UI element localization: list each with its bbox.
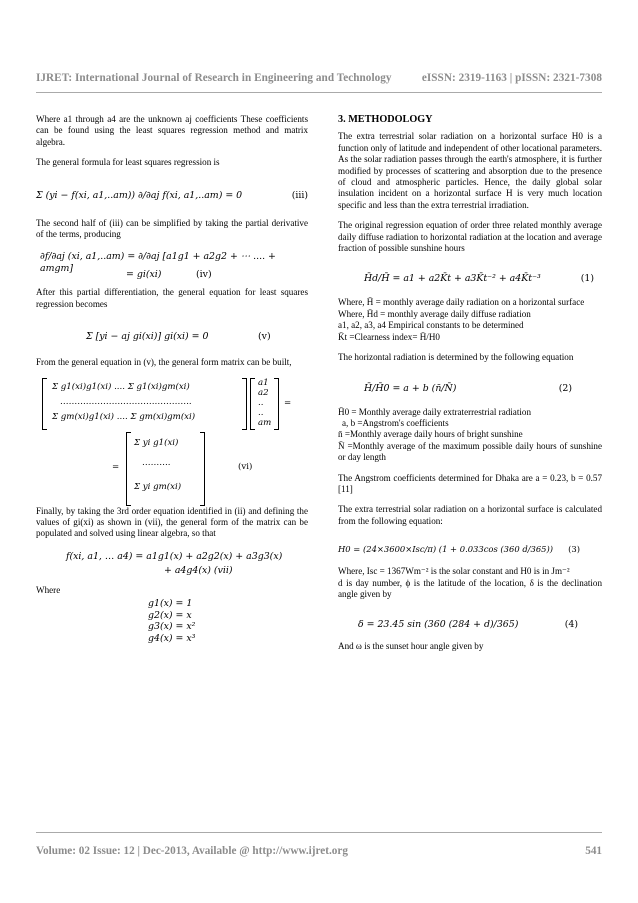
vector-right-bracket <box>274 378 279 430</box>
matrix-right-bracket <box>242 378 247 430</box>
def-N: N̄ =Monthly average of the maximum possible daily hours of sunshine or day length <box>338 440 602 463</box>
equation-vii-line2: + a4g4(x) (vii) <box>164 564 233 576</box>
rhs-left-bracket <box>126 432 131 506</box>
where-label: Where <box>36 584 61 595</box>
header-rule <box>36 92 602 93</box>
equation-1-number: (1) <box>580 273 594 285</box>
where-h: Where, H̄ = monthly average daily radiation on a horizontal surface <box>338 297 585 308</box>
equation-3 <box>338 536 602 566</box>
equation-2-number: (2) <box>558 382 572 394</box>
equation-1 <box>338 263 602 297</box>
equation-4-body: δ = 23.45 sin (360 (284 + d)/365) <box>358 619 519 631</box>
g3-def: g3(x) = x² <box>148 621 196 633</box>
equation-vii-line1: f(xi, a1, … a4) = a1g1(x) + a2g2(x) + a3g3(x) <box>66 550 283 562</box>
equation-vi-number: (vi) <box>238 461 253 472</box>
equation-iv-number: (iv) <box>196 269 212 281</box>
left-p2: The general formula for least squares regression is <box>36 157 220 168</box>
where-hd: Where, H̄d = monthly average daily diffuse radiation <box>338 308 531 319</box>
equation-3-number: (3) <box>568 544 580 555</box>
matrix-left-bracket <box>42 378 47 430</box>
equation-v-number: (v) <box>258 331 271 343</box>
rhs-right-bracket <box>200 432 205 506</box>
right-p4: The Angstrom coefficients determined for Dhaka are a = 0.23, b = 0.57 [11] <box>338 472 602 494</box>
left-p1: Where a1 through a4 are the unknown aj coefficients These coefficients can be found using the least squares regression method and matrix algebra. <box>36 114 308 147</box>
right-column <box>338 114 602 662</box>
equation-v-body: Σ [yi − aj gi(xi)] gi(xi) = 0 <box>86 331 209 343</box>
equation-v <box>36 319 308 357</box>
g2-def: g2(x) = x <box>148 609 192 621</box>
left-p6: Finally, by taking the 3rd order equation identified in (ii) and defining the values of gi(xi) as shown in (vii), the general form of the matrix can be populated and solved using linear algebra, so that <box>36 505 308 539</box>
matrix-row-1: Σ g1(xi)g1(xi) .... Σ g1(xi)gm(xi) <box>52 381 190 392</box>
rhs-row-m: Σ yi gm(xi) <box>134 481 182 492</box>
equation-iii-body: Σ (yi − f(xi, a1,..am)) ∂/∂aj f(xi, a1,..am) = 0 <box>36 189 243 201</box>
rhs-row-1: Σ yi g1(xi) <box>134 437 179 448</box>
left-p3: The second half of (iii) can be simplified by taking the partial derivative of the terms, producing <box>36 217 308 240</box>
where-coefficients: a1, a2, a3, a4 Empirical constants to be determined <box>338 320 524 331</box>
left-column <box>36 114 308 644</box>
right-p8: And ω is the sunset hour angle given by <box>338 641 484 652</box>
coefficient-vector: a1 a2 .. .. am <box>258 377 272 428</box>
right-p6: Where, Isc = 1367Wm⁻² is the solar constant and H0 is in Jm⁻² <box>338 566 570 577</box>
equation-3-body: H0 = (24×3600×Isc/π) (1 + 0.033cos (360 d/365)) <box>338 544 554 555</box>
section-heading: 3. METHODOLOGY <box>338 114 433 125</box>
vector-left-bracket <box>250 378 255 430</box>
equation-4-number: (4) <box>564 619 578 631</box>
issn: eISSN: 2319-1163 | pISSN: 2321-7308 <box>421 72 602 84</box>
matrix-row-m: Σ gm(xi)g1(xi) .... Σ gm(xi)gm(xi) <box>52 411 196 422</box>
equation-1-body: H̄d/H̄ = a1 + a2K̄t + a3K̄t⁻² + a4K̄t⁻³ <box>364 273 541 285</box>
def-h0: H̄0 = Monthly average daily extraterrestrial radiation <box>338 406 531 417</box>
equation-4 <box>338 609 602 641</box>
left-p5: From the general equation in (v), the general form matrix can be built, <box>36 357 292 368</box>
footer-volume: Volume: 02 Issue: 12 | Dec-2013, Available @ <box>36 845 253 857</box>
def-n: n̄ =Monthly average daily hours of bright sunshine <box>338 429 523 440</box>
rhs-row-dots: ………. <box>142 457 171 468</box>
page-number: 541 <box>585 845 602 857</box>
g1-def: g1(x) = 1 <box>148 598 193 610</box>
where-kt: K̄t =Clearness index= H̄/H0 <box>338 331 440 342</box>
left-p4: After this partial differentiation, the general equation for least squares regression becomes <box>36 287 308 309</box>
journal-title: IJRET: International Journal of Research in Engineering and Technology <box>36 72 392 84</box>
right-p1: The extra terrestrial solar radiation on a horizontal surface H0 is a function only of latitude and independent of other locational parameters. As the solar radiation passes through the earth's atmosphere, it is further modified by processes of scattering and absorption due to the presence of cloud and atmospheric particles. Hence, the daily global solar insulation incident on a horizontal surface H is very much location specific and less than the extra terrestrial irradiation. <box>338 131 602 210</box>
equation-vi-matrix <box>36 378 308 506</box>
footer-link[interactable]: http://www.ijret.org <box>252 845 348 857</box>
equation-iii-number: (iii) <box>291 189 308 201</box>
equation-iv <box>36 249 308 287</box>
equals-sign: = <box>284 397 292 408</box>
basis-functions <box>36 598 308 644</box>
equation-iv-line1: ∂f/∂aj (xi, a1,..am) = ∂/∂aj [a1g1 + a2g2 + ⋯ .... + amgm] <box>40 251 276 274</box>
equation-iv-line2: = gi(xi) <box>126 269 162 281</box>
equation-iii <box>36 178 308 218</box>
right-p5: The extra terrestrial solar radiation on a horizontal surface is calculated from the following equation: <box>338 504 602 526</box>
right-p3: The horizontal radiation is determined by the following equation <box>338 352 574 363</box>
right-p2: The original regression equation of order three related monthly average daily diffuse radiation to horizontal radiation at the location and average fraction of possible sunshine hours <box>338 220 602 254</box>
page-footer <box>36 845 602 857</box>
rhs-equals: = <box>112 461 120 472</box>
matrix-row-dots: ………………………………………. <box>60 396 192 407</box>
g4-def: g4(x) = x³ <box>148 632 196 644</box>
equation-2-body: H̄/H̄0 = a + b (n̄/N̄) <box>364 382 457 394</box>
right-p7: d is day number, ϕ is the latitude of the location, δ is the declination angle given by <box>338 577 602 599</box>
equation-2 <box>338 373 602 407</box>
equation-vii <box>36 549 308 585</box>
footer-rule <box>36 832 602 833</box>
def-ab: a, b =Angstrom's coefficients <box>342 417 449 428</box>
